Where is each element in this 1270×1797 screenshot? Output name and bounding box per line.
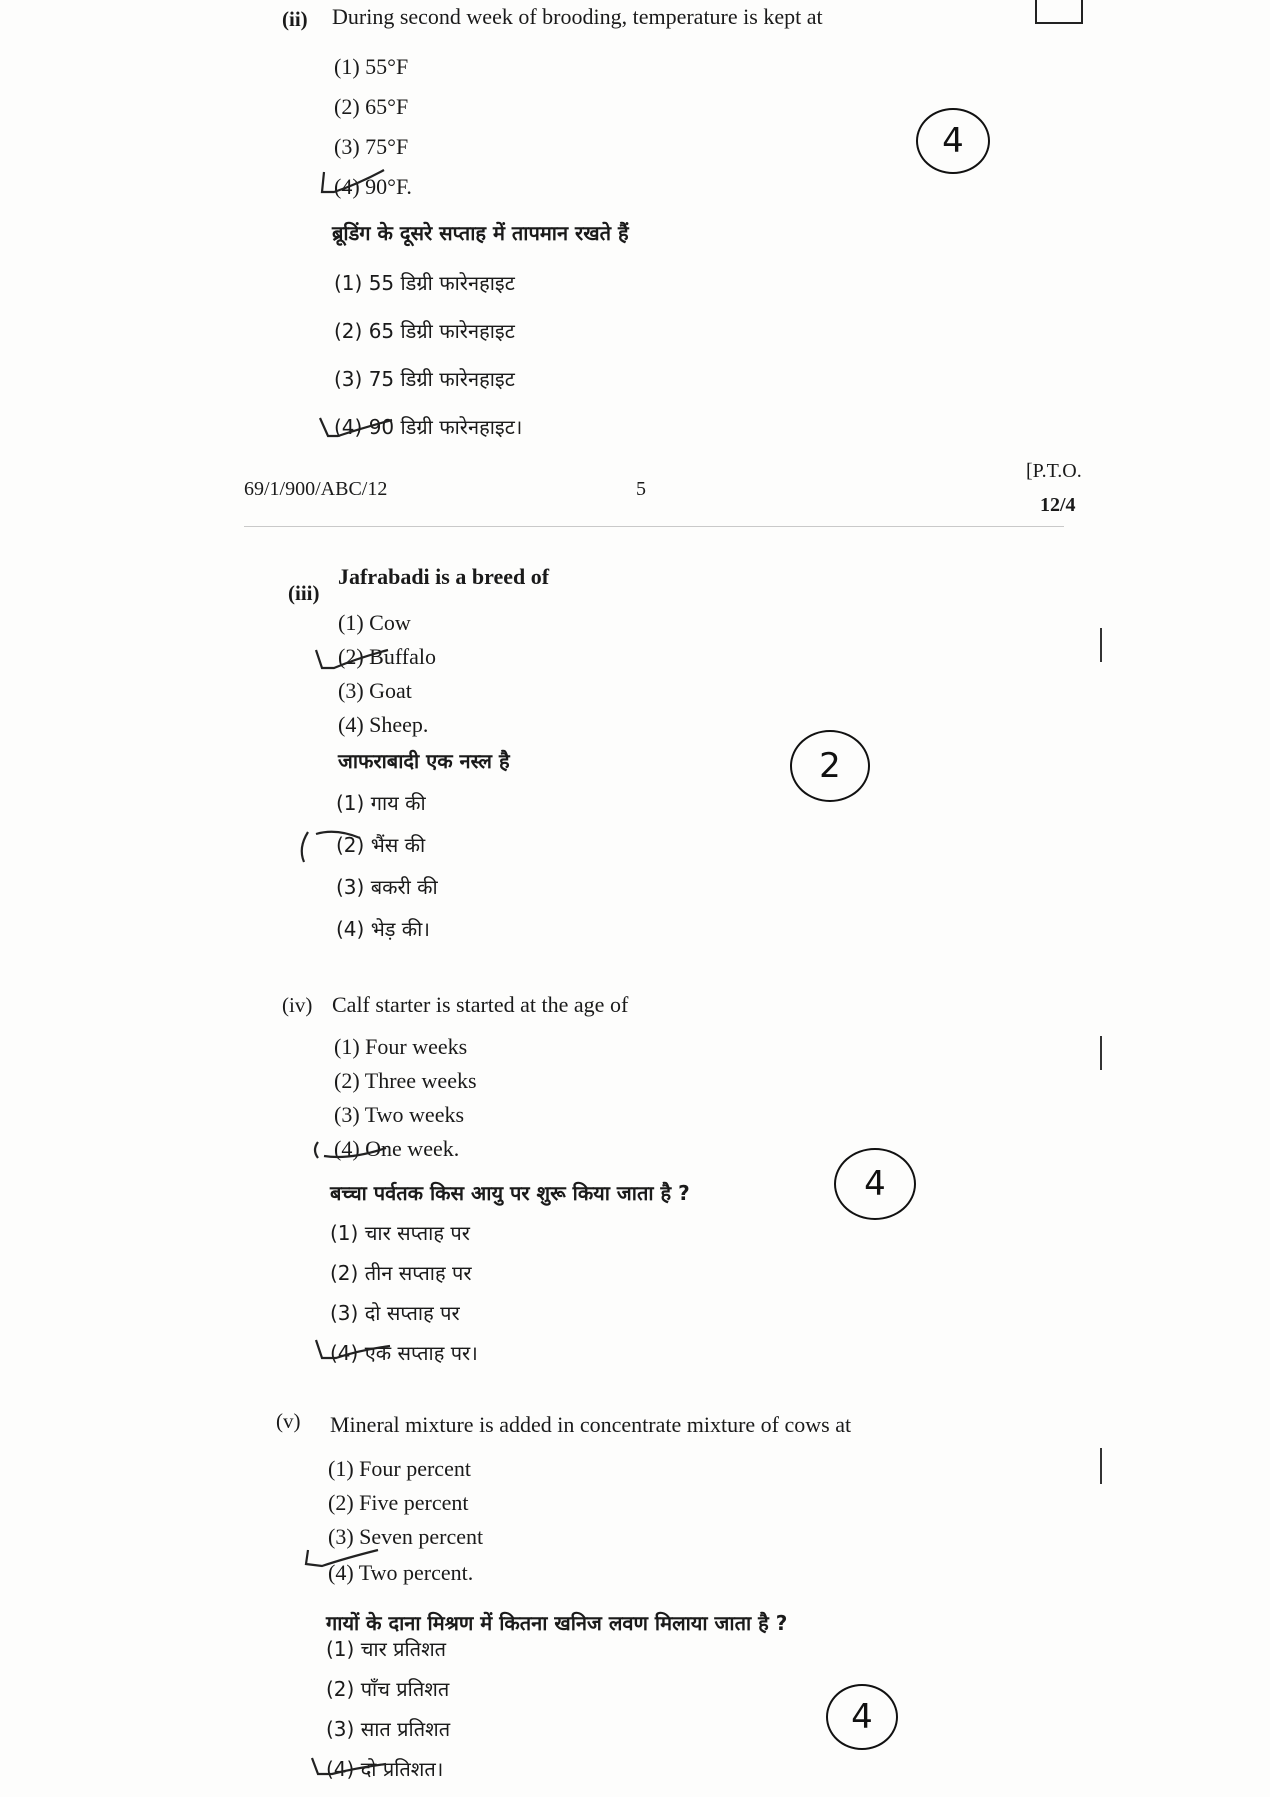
tick-mark-icon	[308, 1752, 388, 1786]
hindi-option-4: (4) भेड़ की।	[336, 917, 430, 941]
question-number: (ii)	[282, 7, 308, 31]
question-text: During second week of brooding, temperature is kept at	[332, 4, 823, 29]
hindi-option-3: (3) 75 डिग्री फारेनहाइट	[334, 367, 515, 391]
page-number: 5	[636, 478, 646, 500]
tick-mark-icon	[318, 164, 388, 200]
question-number: (v)	[276, 1409, 301, 1433]
hindi-question-text: बच्चा पर्वतक किस आयु पर शुरू किया जाता है ?	[330, 1181, 690, 1205]
answer-box	[1035, 0, 1083, 24]
handwritten-answer: 4	[916, 108, 990, 174]
option-2: (2) Three weeks	[334, 1068, 477, 1093]
hindi-question-text: जाफराबादी एक नस्ल है	[338, 749, 510, 773]
tick-mark-icon	[296, 826, 366, 866]
option-1: (1) Four percent	[328, 1456, 471, 1481]
tick-mark-icon	[316, 410, 396, 444]
hindi-option-1: (1) 55 डिग्री फारेनहाइट	[334, 271, 515, 295]
option-1: (1) Four weeks	[334, 1034, 468, 1059]
option-4: (4) One week.	[334, 1136, 460, 1161]
hindi-option-2: (2) तीन सप्ताह पर	[330, 1261, 472, 1285]
margin-mark	[1100, 1448, 1102, 1484]
question-text: Jafrabadi is a breed of	[338, 564, 550, 589]
option-4: (4) 90°F.	[334, 174, 412, 199]
hindi-option-2: (2) पाँच प्रतिशत	[326, 1677, 450, 1701]
option-2: (2) 65°F	[334, 94, 409, 119]
paper-code: 69/1/900/ABC/12	[244, 478, 388, 500]
hindi-option-3: (3) बकरी की	[336, 875, 438, 899]
hindi-option-4: (4) एक सप्ताह पर।	[330, 1341, 478, 1365]
hindi-option-3: (3) सात प्रतिशत	[326, 1717, 451, 1741]
page-divider	[244, 526, 1064, 527]
question-text: Mineral mixture is added in concentrate mixture of cows at	[330, 1412, 852, 1437]
hindi-question-text: गायों के दाना मिश्रण में कितना खनिज लवण मिलाया जाता है ?	[326, 1611, 788, 1635]
tick-mark-icon	[312, 644, 392, 674]
margin-mark	[1100, 1036, 1102, 1070]
hindi-option-4: (4) दो प्रतिशत।	[326, 1757, 444, 1781]
page-ref: 12/4	[1040, 494, 1076, 516]
option-3: (3) Goat	[338, 678, 412, 703]
option-4: (4) Sheep.	[338, 712, 429, 737]
question-number: (iii)	[288, 581, 320, 605]
option-1: (1) Cow	[338, 610, 411, 635]
handwritten-answer: 4	[834, 1148, 916, 1220]
option-2: (2) Five percent	[328, 1490, 469, 1515]
handwritten-answer: 2	[790, 730, 870, 802]
option-3: (3) 75°F	[334, 134, 409, 159]
hindi-option-3: (3) दो सप्ताह पर	[330, 1301, 460, 1325]
margin-mark	[1100, 628, 1102, 662]
pto-label: [P.T.O.	[1026, 460, 1082, 482]
question-number: (iv)	[282, 993, 313, 1017]
hindi-option-1: (1) चार प्रतिशत	[326, 1637, 447, 1661]
option-1: (1) 55°F	[334, 54, 409, 79]
tick-mark-icon	[310, 1134, 390, 1168]
option-3: (3) Seven percent	[328, 1524, 484, 1549]
hindi-question-text: ब्रूडिंग के दूसरे सप्ताह में तापमान रखते हैं	[332, 221, 629, 245]
hindi-option-2: (2) भैंस की	[336, 833, 426, 857]
handwritten-answer: 4	[826, 1684, 898, 1750]
option-3: (3) Two weeks	[334, 1102, 465, 1127]
hindi-option-2: (2) 65 डिग्री फारेनहाइट	[334, 319, 515, 343]
tick-mark-icon	[300, 1544, 380, 1580]
hindi-option-1: (1) चार सप्ताह पर	[330, 1221, 470, 1245]
option-2: (2) Buffalo	[338, 644, 436, 669]
hindi-option-4: (4) 90 डिग्री फारेनहाइट।	[334, 415, 523, 439]
question-text: Calf starter is started at the age of	[332, 992, 629, 1017]
option-4: (4) Two percent.	[328, 1560, 474, 1585]
hindi-option-1: (1) गाय की	[336, 791, 426, 815]
tick-mark-icon	[312, 1334, 392, 1368]
